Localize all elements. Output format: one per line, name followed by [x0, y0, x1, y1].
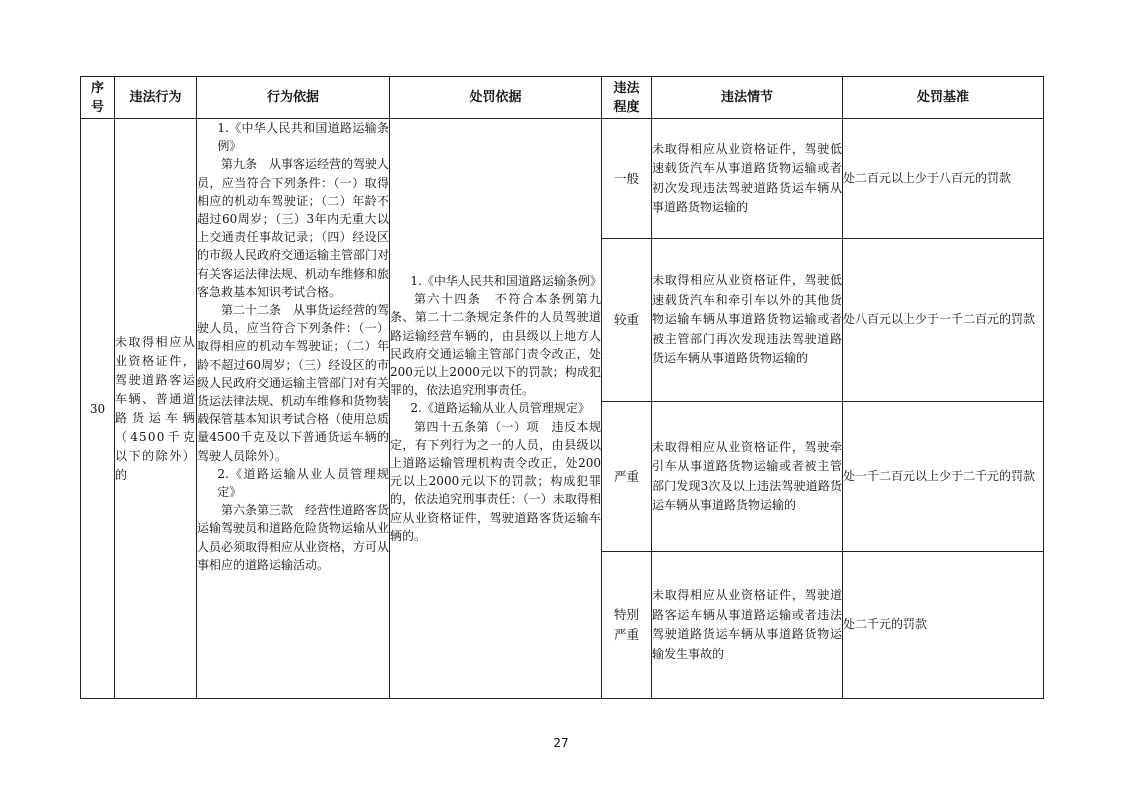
row-behavior: 未取得相应从业资格证件，驾驶道路客运车辆、普通道路货运车辆（4500千克以下的除外）的	[115, 119, 197, 699]
situation-serious: 未取得相应从业资格证件，驾驶低速载货汽车和牵引车以外的其他货物运输车辆从事道路货物运输或者被主管部门再次发现违法驾驶道路货运车辆从事道路货物运输的	[652, 239, 843, 402]
penalty-article-45: 第四十五条第（一）项 违反本规定，有下列行为之一的人员，由县级以上道路运输管理机构责令改正，处200元以上2000元以下的罚款；构成犯罪的，依法追究刑事责任：（一）未取得相应从业资格证件，驾驶道路客货运输车辆的。	[390, 419, 601, 543]
standard-severe: 处一千二百元以上少于二千元的罚款	[843, 402, 1044, 552]
header-degree: 违法程度	[602, 77, 652, 119]
header-basis: 行为依据	[197, 77, 390, 119]
penalty-article-64: 第六十四条 不符合本条例第九条、第二十二条规定条件的人员驾驶道路运输经营车辆的，由县级以上地方人民政府交通运输主管部门责令改正，处200元以上2000元以下的罚款；构成犯罪的，依法追究刑事责任。	[390, 292, 601, 398]
situation-severe: 未取得相应从业资格证件，驾驶牵引车从事道路货物运输或者被主管部门发现3次及以上违法驾驶道路货运车辆从事道路货物运输的	[652, 402, 843, 552]
row-seq: 30	[81, 119, 115, 699]
page-number: 27	[553, 736, 569, 750]
basis-regulation-title: 2.《道路运输从业人员管理规定》	[217, 466, 389, 500]
table-row	[81, 119, 1044, 239]
standard-especially-severe: 处二千元的罚款	[843, 552, 1044, 699]
standard-serious: 处八百元以上少于一千二百元的罚款	[843, 239, 1044, 402]
basis-law-title: 1.《中华人民共和国道路运输条例》	[217, 121, 389, 154]
header-standard: 处罚基准	[843, 77, 1044, 119]
row-penalty-basis	[390, 119, 602, 699]
header-penalty-basis: 处罚依据	[390, 77, 602, 119]
degree-general: 一般	[602, 119, 652, 239]
degree-serious: 较重	[602, 239, 652, 402]
header-seq: 序号	[81, 77, 115, 119]
degree-especially-severe: 特别严重	[602, 552, 652, 699]
header-behavior: 违法行为	[115, 77, 197, 119]
situation-general: 未取得相应从业资格证件，驾驶低速载货汽车从事道路货物运输或者初次发现违法驾驶道路货运车辆从事道路货物运输的	[652, 119, 843, 239]
basis-article-22: 第二十二条 从事货运经营的驾驶人员，应当符合下列条件：（一）取得相应的机动车驾驶证；（二）年龄不超过60周岁；（三）经设区的市级人民政府交通运输主管部门对有关货运法律法规、机动车维修和货物装载保管基本知识考试合格（使用总质量4500千克及以下普通货运车辆的驾驶人员除外）。	[197, 303, 390, 463]
header-situation: 违法情节	[652, 77, 843, 119]
penalty-standards-table	[80, 76, 1044, 699]
penalty-regulation-title: 2.《道路运输从业人员管理规定》	[410, 401, 590, 416]
penalty-law-title: 1.《中华人民共和国道路运输条例》	[410, 273, 602, 288]
basis-article-9: 第九条 从事客运经营的驾驶人员，应当符合下列条件：（一）取得相应的机动车驾驶证；（二）年龄不超过60周岁；（三）3年内无重大以上交通责任事故记录；（四）经设区的市级人民政府交通运输主管部门对有关客运法律法规、机动车维修和旅客急救基本知识考试合格。	[197, 157, 390, 299]
degree-severe: 严重	[602, 402, 652, 552]
row-behavior-basis	[197, 119, 390, 699]
standard-general: 处二百元以上少于八百元的罚款	[843, 119, 1044, 239]
situation-especially-severe: 未取得相应从业资格证件，驾驶道路客运车辆从事道路运输或者违法驾驶道路货运车辆从事道路货物运输发生事故的	[652, 552, 843, 699]
header-row	[81, 77, 1044, 119]
basis-article-6: 第六条第三款 经营性道路客货运输驾驶员和道路危险货物运输从业人员必须取得相应从业资格，方可从事相应的道路运输活动。	[197, 503, 390, 572]
